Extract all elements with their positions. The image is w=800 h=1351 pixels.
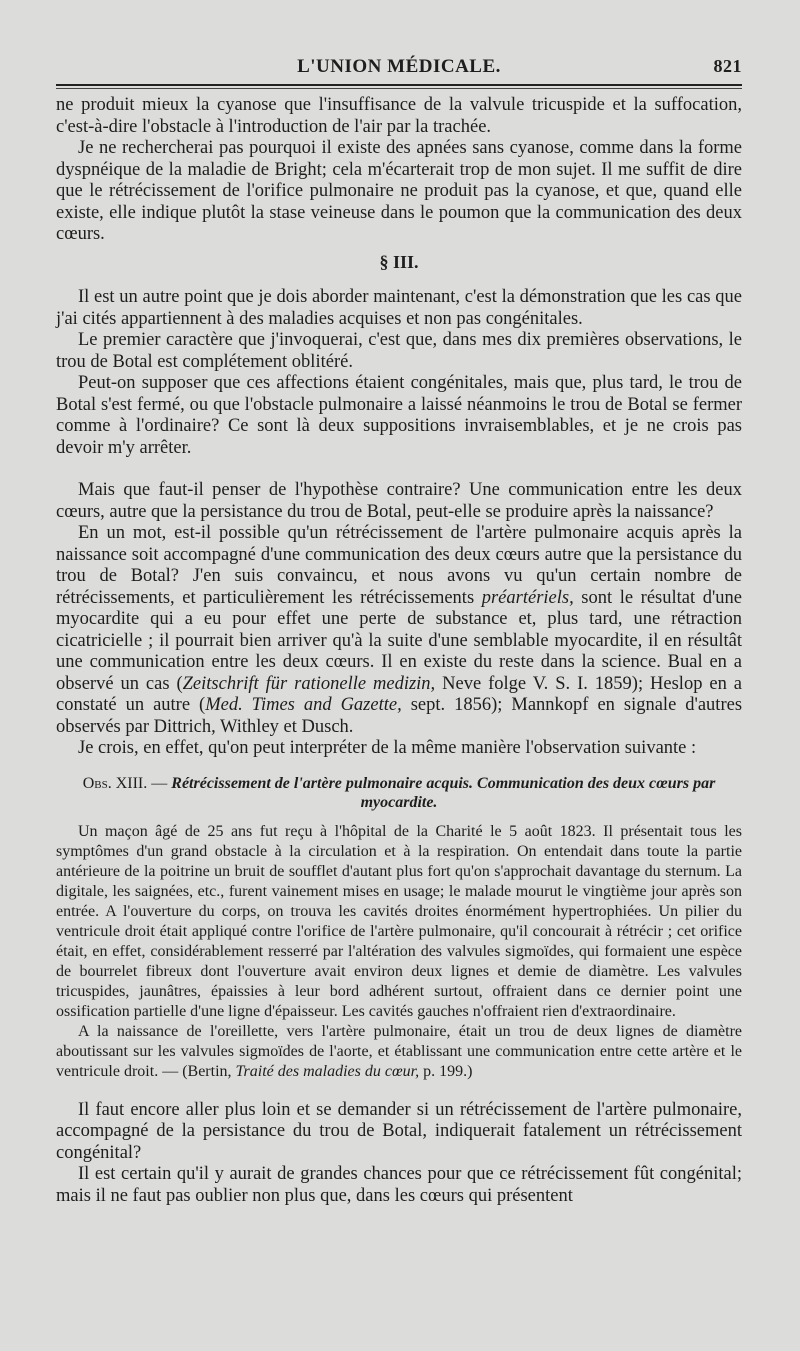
text-run: En un mot, est-il possible qu'un rétrécissement de l'artère pulmonaire acquis après la naissance soit accompagné d'une communication des deux cœurs autre que la persistance du trou de Botal? J'en suis convaincu, et nous avons vu qu'un certain nombre de rétrécissements, et particulièrement les rétrécissements (56, 523, 742, 608)
paragraph: Je crois, en effet, qu'on peut interpréter de la même manière l'observation suivante : (78, 738, 697, 758)
paragraph: Un maçon âgé de 25 ans fut reçu à l'hôpital de la Charité le 5 août 1823. Il présentait tous les symptômes d'un grand obstacle à la circulation et à la respiration. On entendait dans toute la partie antérieure de la poitrine un bruit de soufflet d'autant plus fort qu'on s'approchait davantage du sternum. La digitale, les saignées, etc., furent vainement mises en usage; le malade mourut le vingtième jour après son entrée. A l'ouverture du corps, on trouva les cavités droites énormément hypertrophiées. Un pilier du ventricule droit était appliqué contre l'orifice de l'artère pulmonaire, qu'il concourait à rétrécir ; cet orifice était, en effet, considérablement resserré par l'altération des valvules sigmoïdes, qui formaient une espèce de bourrelet fibreux dont l'ouverture avait environ deux lignes et demie de diamètre. Les valvules tricuspides, jaunâtres, épaissies à leur bord adhérent surtout, offraient dans ce dernier point une ossification partielle d'une ligne d'épaisseur. Les cavités gauches n'offraient rien d'extraordinaire. (56, 822, 742, 1020)
section-heading: § III. (379, 251, 419, 272)
paragraph: ne produit mieux la cyanose que l'insuffisance de la valvule tricuspide et la suffocation, c'est-à-dire l'obstacle à l'introduction de l'air par la trachée. (56, 95, 742, 137)
paragraph: Peut-on supposer que ces affections étaient congénitales, mais que, plus tard, le trou de Botal s'est fermé, ou que l'obstacle pulmonaire a laissé néanmoins le trou de Botal se fermer comme à l'ordinaire? Ce sont là deux suppositions invraisemblables, et je ne crois pas devoir m'y arrêter. (56, 373, 742, 458)
observation-heading (56, 774, 742, 812)
text-run: sont le résultat d'une myocardite qui a eu pour effet une perte de substance et, plus tard, une rétraction cicatricielle ; il pourrait bien arriver qu'à la suite d'une semblable myocardite, il en résultât une communication entre les deux cœurs. Il en existe du reste dans la science. Bual en a observé un cas ( (56, 587, 742, 694)
text-run: sept. 1856); Mannkopf en signale d'autres observés par Dittrich, Withley et Dusch. (56, 695, 743, 737)
paragraph: Je ne rechercherai pas pourquoi il existe des apnées sans cyanose, comme dans la forme dyspnéique de la maladie de Bright; cela m'écarterait trop de mon sujet. Il me suffit de dire que le rétrécissement de l'orifice pulmonaire ne produit pas la cyanose, et que, quand elle existe, elle indique plutôt la stase veineuse dans le poumon que la communication des deux cœurs. (56, 138, 742, 244)
paragraph: Il faut encore aller plus loin et se demander si un rétrécissement de l'artère pulmonaire, accompagné de la persistance du trou de Botal, indiquerait fatalement un rétrécissement congénital? (56, 1099, 742, 1163)
header-rule-thin (56, 88, 742, 89)
spacer (56, 459, 742, 480)
italic-run: préartériels, (481, 587, 574, 608)
page-number: 821 (713, 56, 742, 76)
text-run: Neve folge V. S. I. 1859); Heslop en a constaté un autre ( (56, 673, 742, 715)
observation-label: Obs. XIII. (82, 774, 148, 792)
running-header (56, 50, 742, 80)
observation-title: Rétrécissement de l'artère pulmonaire acquis. Communication des deux cœurs par myocardite. (171, 774, 716, 811)
paragraph: Mais que faut-il penser de l'hypothèse contraire? Une communication entre les deux cœurs, autre que la persistance du trou de Botal, peut-elle se produire après la naissance? (56, 480, 742, 522)
italic-run: Zeitschrift für rationelle medizin, (182, 673, 436, 694)
paragraph (56, 1022, 742, 1082)
observation-text (56, 822, 742, 1082)
paragraph: Le premier caractère que j'invoquerai, c'est que, dans mes dix premières observations, le trou de Botal est complétement oblitéré. (56, 330, 742, 372)
italic-run: Med. Times and Gazette, (205, 695, 402, 715)
main-text-bottom (56, 1100, 742, 1208)
observation-dash: — (147, 774, 172, 792)
header-rule (56, 84, 742, 86)
main-text (56, 95, 742, 760)
paragraph: Il est certain qu'il y aurait de grandes chances pour que ce rétrécissement fût congénital; mais il ne faut pas oublier non plus que, dans les cœurs qui présentent (56, 1164, 742, 1206)
italic-run: Traité des maladies du cœur, (235, 1062, 420, 1080)
paragraph: Il est un autre point que je dois aborder maintenant, c'est la démonstration que les cas que j'ai cités appartiennent à des maladies acquises et non pas congénitales. (56, 287, 742, 329)
text-run: A la naissance de l'oreillette, vers l'artère pulmonaire, était un trou de deux lignes de diamètre aboutissant sur les valvules sigmoïdes de l'aorte, et établissant une communication entre cette artère et le ventricule droit. — (Bertin, (56, 1022, 742, 1080)
text-run: p. 199.) (419, 1062, 473, 1080)
paragraph (56, 523, 742, 738)
journal-title: L'UNION MÉDICALE. (297, 56, 501, 77)
